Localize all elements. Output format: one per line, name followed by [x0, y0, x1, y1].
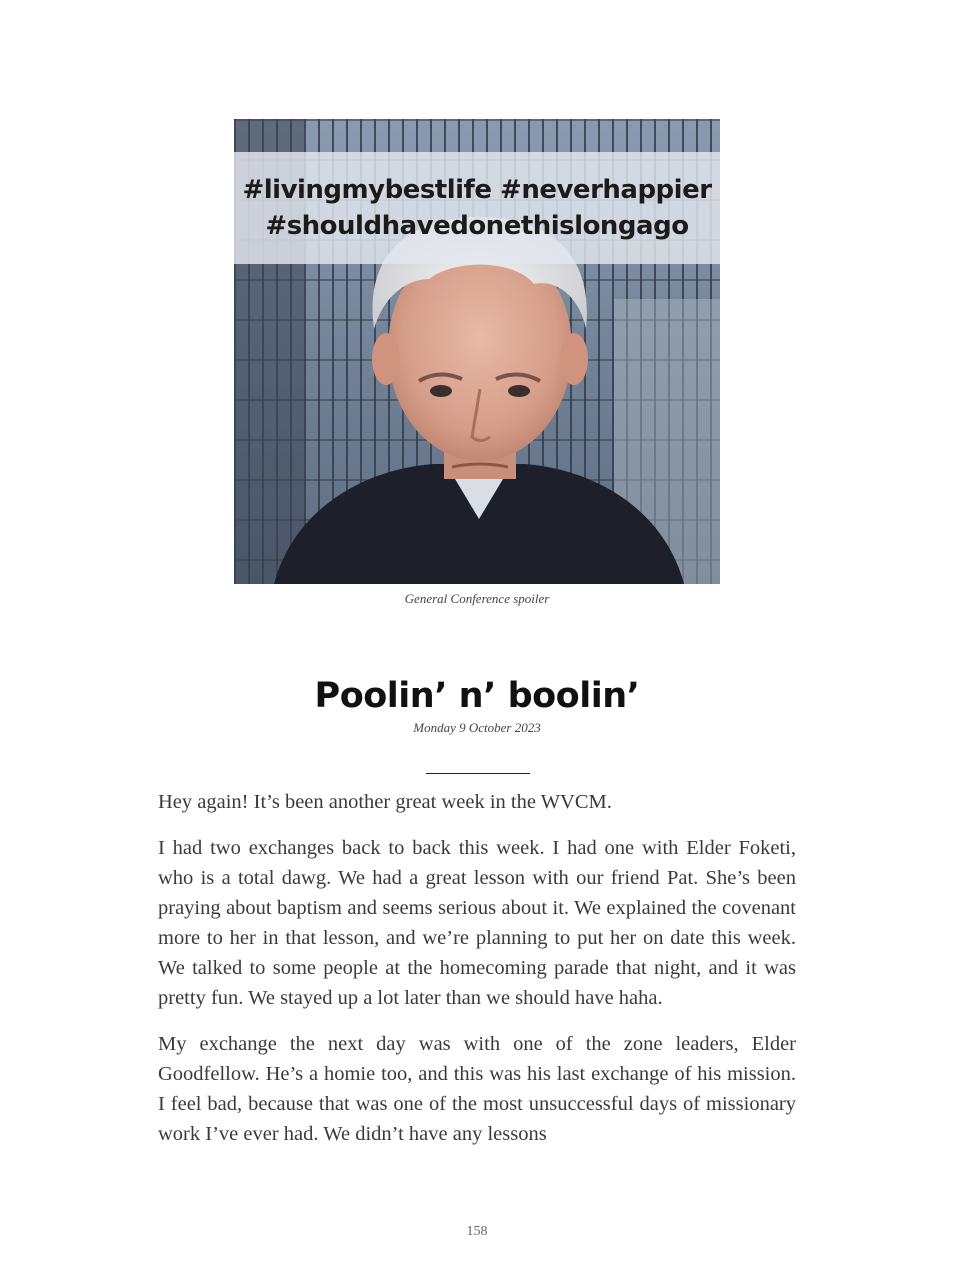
photo-caption: General Conference spoiler	[404, 591, 550, 606]
hashtag-banner	[234, 152, 720, 264]
paragraph: My exchange the next day was with one of the zone leaders, Elder Goodfellow. He’s a homie too, and this was his last exchange of his mission. I feel bad, because that was one of the most unsuccessful days of missionary work I’ve ever had. We didn’t have any lessons	[158, 1033, 796, 1145]
paragraph: I had two exchanges back to back this week. I had one with Elder Foketi, who is a total dawg. We had a great lesson with our friend Pat. She’s been praying about baptism and seems serious about it. We explained the covenant more to her in that lesson, and we’re planning to put her on date this week. We talked to some people at the homecoming parade that night, and it was pretty fun. We stayed up a lot later than we should have haha.	[158, 837, 796, 1009]
hashtag-line-2: #shouldhavedonethislongago	[265, 211, 689, 241]
body-text	[158, 787, 796, 1165]
hashtag-line-1: #livingmybestlife #neverhappier	[242, 175, 712, 205]
section-divider	[426, 773, 530, 774]
selfie-photo	[234, 119, 720, 584]
page-number: 158	[466, 1224, 488, 1239]
chapter-title: Poolin’ n’ boolin’	[314, 676, 640, 716]
chapter-date: Monday 9 October 2023	[413, 720, 541, 735]
paragraph: Hey again! It’s been another great week in the WVCM.	[158, 791, 612, 813]
